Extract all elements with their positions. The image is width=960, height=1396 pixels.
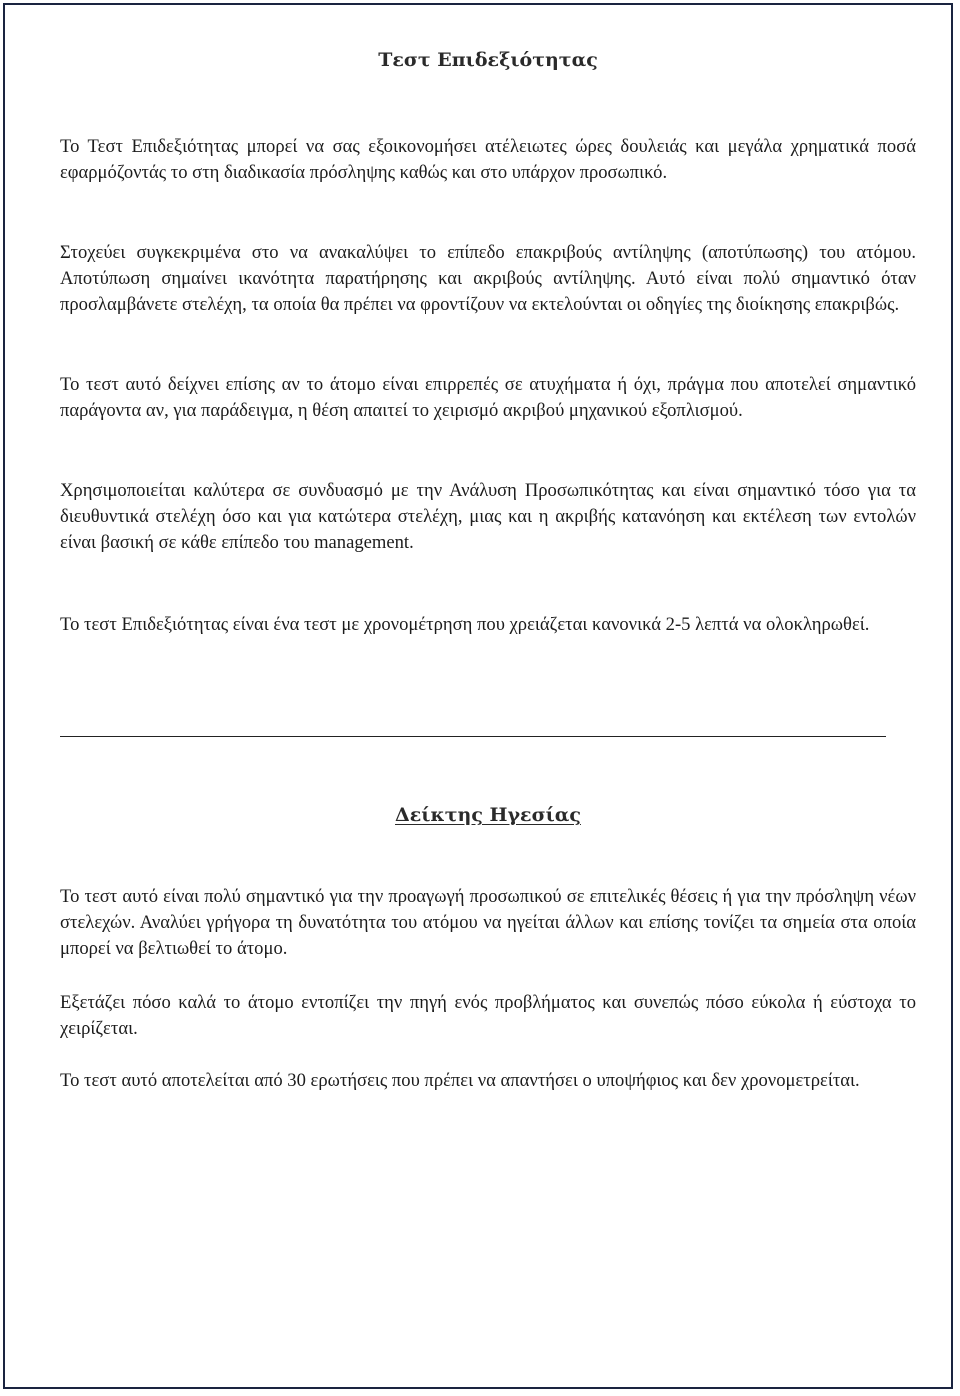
page-border xyxy=(3,3,953,1389)
section-title-dexterity-test: Τεστ Επιδεξιότητας xyxy=(378,49,598,71)
paragraph-questions: Το τεστ αυτό αποτελείται από 30 ερωτήσεις που πρέπει να απαντήσει ο υποψήφιος και δεν χρονομετρείται. xyxy=(60,1070,860,1091)
paragraph-problem-source: Εξετάζει πόσο καλά το άτομο εντοπίζει την πηγή ενός προβλήματος και συνεπώς πόσο εύκολα ή εύστοχα το χειρίζεται. xyxy=(60,992,916,1039)
paragraph-usage: Χρησιμοποιείται καλύτερα σε συνδυασμό με την Ανάλυση Προσωπικότητας και είναι σημαντικό τόσο για τα διευθυντικά στελέχη όσο και για κατώτερα στελέχη, μιας και η ακριβής κατανόηση και εκτέλεση των εντολών είναι βασική σε κάθε επίπεδο του management. xyxy=(60,480,916,553)
paragraph-leadership-intro: Το τεστ αυτό είναι πολύ σημαντικό για την προαγωγή προσωπικού σε επιτελικές θέσεις ή για την πρόσληψη νέων στελεχών. Αναλύει γρήγορα τη δυνατότητα του ατόμου να ηγείται άλλων και επίσης τονίζει τα σημεία στα οποία μπορεί να βελτιωθεί το άτομο. xyxy=(60,886,916,959)
paragraph-duration: Το τεστ Επιδεξιότητας είναι ένα τεστ με χρονομέτρηση που χρειάζεται κανονικά 2-5 λεπτά να ολοκληρωθεί. xyxy=(60,614,870,635)
paragraph-perception: Στοχεύει συγκεκριμένα στο να ανακαλύψει το επίπεδο επακριβούς αντίληψης (αποτύπωσης) του ατόμου. Αποτύπωση σημαίνει ικανότητα παρατήρησης και ακριβούς αντίληψης. Αυτό είναι πολύ σημαντικό όταν προσλαμβάνετε στελέχη, τα οποία θα πρέπει να φροντίζουν να εκτελούνται οι οδηγίες της διοίκησης επακριβώς. xyxy=(60,242,916,315)
paragraph-accidents: Το τεστ αυτό δείχνει επίσης αν το άτομο είναι επιρρεπές σε ατυχήματα ή όχι, πράγμα που αποτελεί σημαντικό παράγοντα αν, για παράδειγμα, η θέση απαιτεί το χειρισμό ακριβού μηχανικού εξοπλισμού. xyxy=(60,374,916,421)
paragraph-intro: Το Τεστ Επιδεξιότητας μπορεί να σας εξοικονομήσει ατέλειωτες ώρες δουλειάς και μεγάλα χρηματικά ποσά εφαρμόζοντάς το στη διαδικασία πρόσληψης καθώς και στο υπάρχον προσωπικό. xyxy=(60,136,916,183)
section-divider xyxy=(60,736,886,737)
section-title-leadership-index: Δείκτης Ηγεσίας xyxy=(395,804,581,826)
